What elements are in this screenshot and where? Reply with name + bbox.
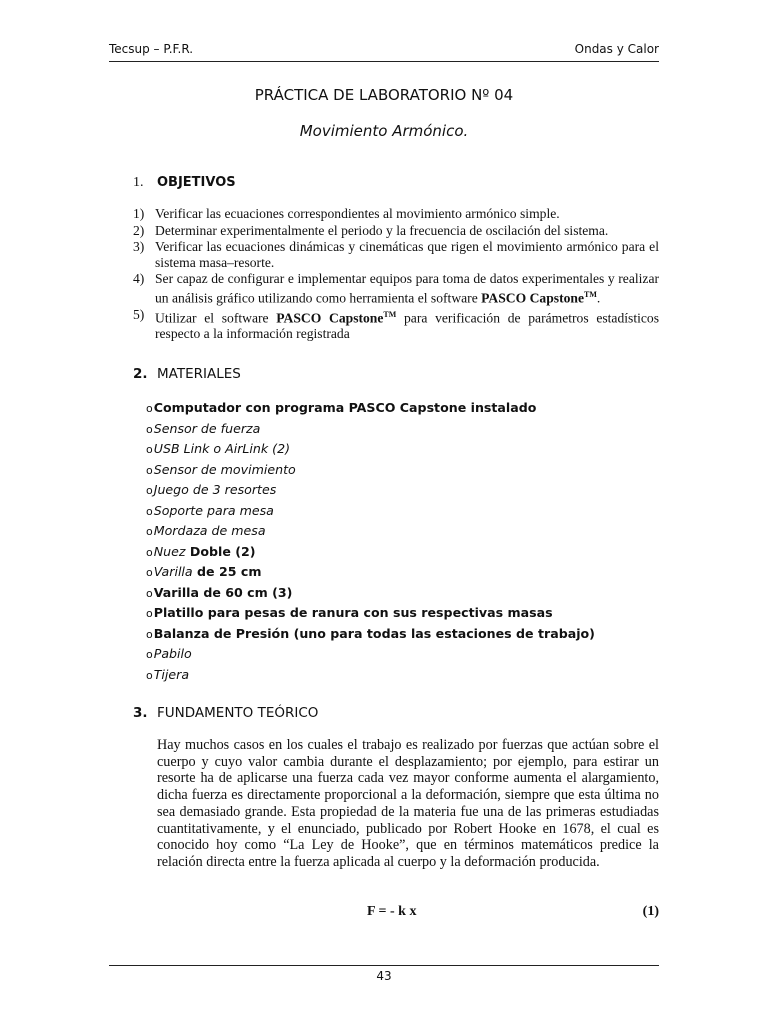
material-text: Varilla de 60 cm (3) xyxy=(153,584,293,600)
bullet-icon: o xyxy=(146,402,153,415)
formula-number: (1) xyxy=(642,904,659,919)
trademark-sup: TM xyxy=(583,289,597,299)
objective-text: Verificar las ecuaciones correspondientes al movimiento armónico simple. xyxy=(155,206,560,221)
software-name: PASCO Capstone xyxy=(276,310,384,326)
material-text: Nuez xyxy=(153,543,186,559)
section-title: FUNDAMENTO TEÓRICO xyxy=(157,705,319,721)
section-title: OBJETIVOS xyxy=(157,175,236,190)
material-text: Juego de 3 resortes xyxy=(153,482,277,497)
material-text: Balanza de Presión (uno para todas las estaciones de trabajo) xyxy=(153,625,595,641)
bullet-icon: o xyxy=(146,545,153,559)
objective-number: 5) xyxy=(133,307,145,323)
section-materiales-heading xyxy=(133,366,241,382)
section-title: MATERIALES xyxy=(157,366,241,382)
theory-paragraph: Hay muchos casos en los cuales el trabajo es realizado por fuerzas que actúan sobre el cuerpo y cuyo valor cambia durante el desplazamiento; por ejemplo, para estirar un resorte ha de aplicarse una fuerza cada vez mayor conforme aumenta el alargamiento, dicha fuerza es directamente proporcional a la deformación, siempre que esta última no sea demasiado grande. Esta propiedad de la materia fue una de las primeras estudiadas cuantitativamente, y el enunciado, publicado por Robert Hooke en 1678, el cual es conocido hoy como “La Ley de Hooke”, que en términos matemáticos predice la relación directa entre la fuerza aplicada al cuerpo y la deformación producida. xyxy=(157,737,659,870)
material-item xyxy=(146,583,595,604)
objective-item xyxy=(133,206,659,222)
bullet-icon: o xyxy=(146,607,153,620)
material-text: Sensor de fuerza xyxy=(153,420,261,436)
objective-text: Ser capaz de configurar e implementar equipos para toma de datos experimentales y realizar un análisis gráfico utilizando como herramienta el software xyxy=(155,271,659,306)
material-text: Pabilo xyxy=(153,646,192,661)
section-number: 3. xyxy=(133,705,148,721)
objective-text: Determinar experimentalmente el periodo y la frecuencia de oscilación del sistema. xyxy=(155,222,609,238)
section-number: 2. xyxy=(133,366,148,382)
bullet-icon: o xyxy=(146,627,153,641)
material-item xyxy=(146,603,595,624)
objective-text-end: . xyxy=(596,290,601,306)
objective-text: Utilizar el software xyxy=(155,310,277,326)
bullet-icon: o xyxy=(146,525,153,538)
objective-text: Verificar las ecuaciones dinámicas y cinemáticas que rigen el movimiento armónico para el sistema masa–resorte. xyxy=(155,239,659,270)
material-item xyxy=(146,624,595,645)
material-item xyxy=(146,644,595,665)
software-name: PASCO Capstone xyxy=(481,290,584,306)
objective-text-end: para verificación de parámetros estadísticos respecto a la información registrada xyxy=(155,310,660,342)
material-item xyxy=(146,542,595,563)
section-number: 1. xyxy=(133,175,144,190)
material-item xyxy=(146,460,595,481)
material-text: Computador con programa PASCO Capstone instalado xyxy=(153,400,537,415)
objective-number: 3) xyxy=(133,239,145,255)
objective-number: 4) xyxy=(133,271,145,287)
material-item xyxy=(146,439,595,460)
objective-item xyxy=(133,271,659,306)
trademark-sup: TM xyxy=(383,310,397,320)
material-item xyxy=(146,419,595,440)
material-text: Tijera xyxy=(153,666,190,682)
material-text: Mordaza de mesa xyxy=(153,523,266,538)
bullet-icon: o xyxy=(146,668,153,682)
material-text: Sensor de movimiento xyxy=(153,461,296,477)
bullet-icon: o xyxy=(146,648,153,661)
material-text-extra: Doble (2) xyxy=(185,543,256,559)
objective-item xyxy=(133,239,659,270)
bullet-icon: o xyxy=(146,422,153,436)
material-item xyxy=(146,480,595,501)
objective-number: 2) xyxy=(133,222,145,238)
material-text: Soporte para mesa xyxy=(153,502,274,518)
bullet-icon: o xyxy=(146,484,153,497)
header-divider xyxy=(109,61,659,62)
page-number: 43 xyxy=(376,969,392,983)
objectives-list xyxy=(133,206,659,343)
formula-expression: F = - k x xyxy=(367,904,417,919)
bullet-icon: o xyxy=(146,463,153,477)
section-objetivos-heading xyxy=(133,175,236,191)
material-text: USB Link o AirLink (2) xyxy=(153,441,291,456)
bullet-icon: o xyxy=(146,504,153,518)
material-item xyxy=(146,501,595,522)
material-item xyxy=(146,665,595,686)
bullet-icon: o xyxy=(146,566,153,579)
material-text: Varilla xyxy=(153,564,193,579)
header-left-text: Tecsup – P.F.R. xyxy=(109,42,194,56)
material-item xyxy=(146,562,595,583)
objective-item xyxy=(133,223,659,239)
material-text: Platillo para pesas de ranura con sus respectivas masas xyxy=(153,605,553,620)
page-subtitle: Movimiento Armónico. xyxy=(299,122,469,140)
header-right-text: Ondas y Calor xyxy=(574,42,659,56)
objective-number: 1) xyxy=(133,206,145,221)
material-item xyxy=(146,521,595,542)
objective-item xyxy=(133,307,659,342)
material-item xyxy=(146,398,595,419)
bullet-icon: o xyxy=(146,443,153,456)
footer-divider xyxy=(109,965,659,966)
bullet-icon: o xyxy=(146,586,153,600)
materials-list xyxy=(146,398,595,685)
material-text-extra: de 25 cm xyxy=(192,564,262,579)
page-title: PRÁCTICA DE LABORATORIO Nº 04 xyxy=(254,86,514,104)
section-fundamento-heading xyxy=(133,705,318,721)
